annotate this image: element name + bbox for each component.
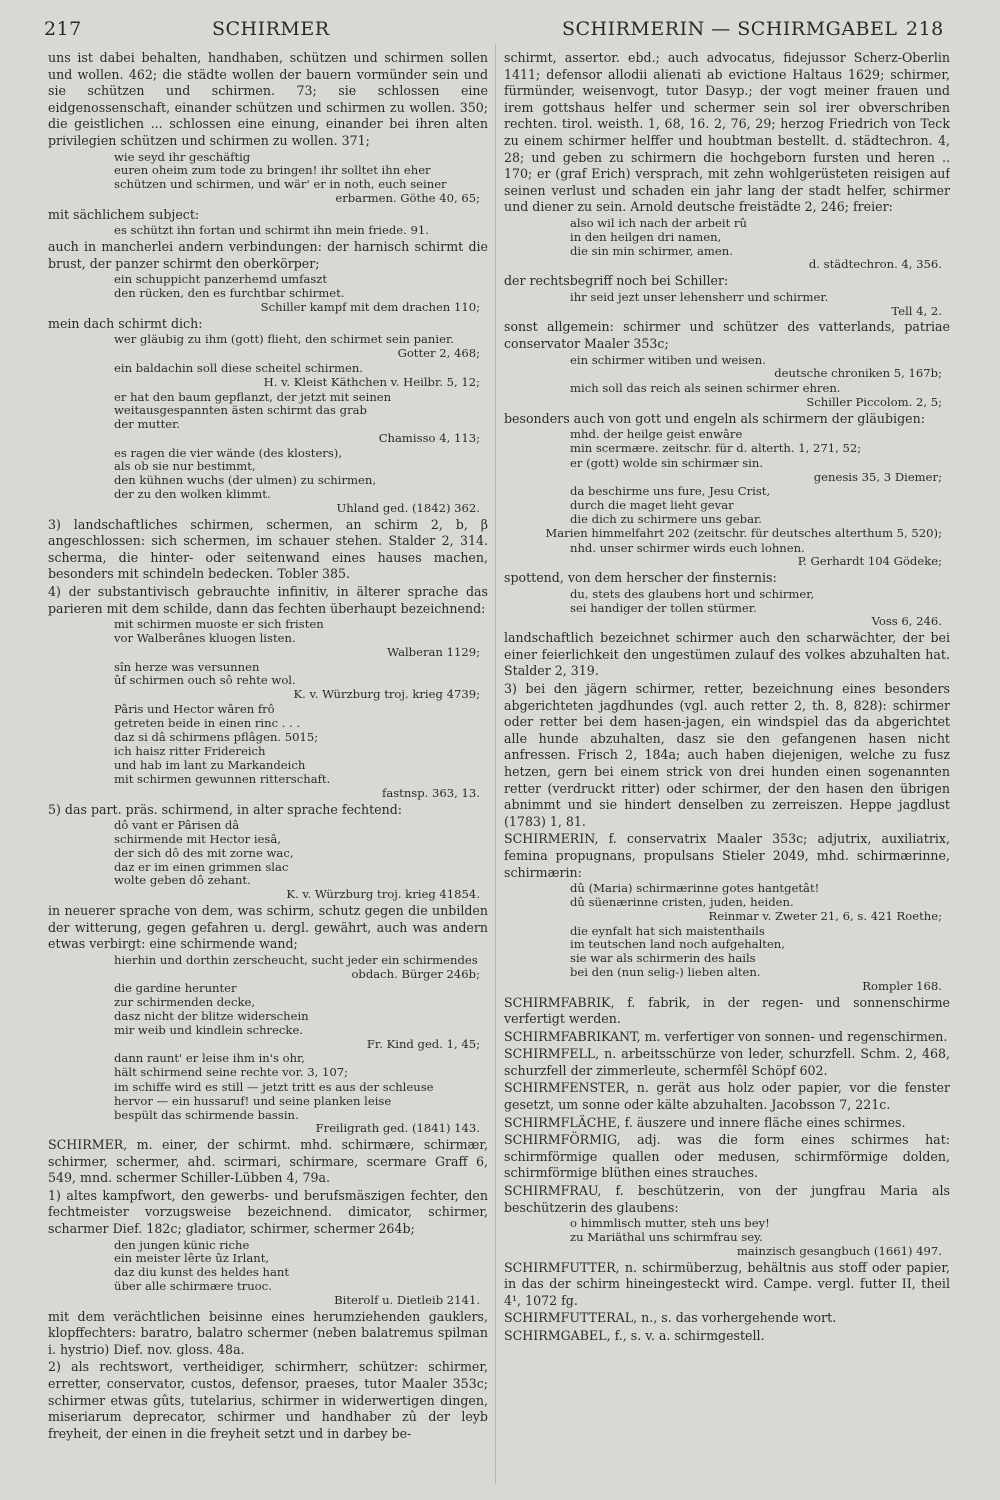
entry-paragraph: SCHIRMFRAU, f. beschützerin, von der jungfrau Maria als beschützerin des glaubens: [504,1183,950,1215]
quotation-line: ein baldachin soll diese scheitel schirmen. [114,360,363,375]
quotation-source: obdach. Bürger 246b; [351,966,480,981]
quotation [504,925,950,994]
quotation [504,485,950,540]
quotation-line: hervor — ein hussaruf! und seine planken leise [114,1093,392,1108]
quotation-line: sei handiger der tollen stürmer. [570,600,757,615]
quotation [504,354,950,382]
quotation-line: min scermære. zeitschr. für d. alterth. 1, 271, 52; [570,441,862,456]
quotation-line: den jungen künic riche [114,1237,250,1252]
quotation-source: Fr. Kind ged. 1, 45; [366,1036,480,1051]
quotation-line: dû (Maria) schirmærinne gotes hantgetât! [570,881,820,896]
quotation-source: erbarmen. Göthe 40, 65; [335,190,480,205]
quotation-source: Chamisso 4, 113; [378,430,480,445]
quotation-line: zur schirmenden decke, [114,995,256,1010]
quotation-source: genesis 35, 3 Diemer; [813,469,942,484]
entry-paragraph: mit sächlichem subject: [48,206,200,222]
quotation [48,224,488,238]
quotation-line: sie war als schirmerin des hails [570,951,756,966]
quotation-line: ûf schirmen ouch sô rehte wol. [114,673,296,688]
quotation-source: Voss 6, 246. [871,614,942,629]
entry-paragraph: besonders auch von gott und engeln als schirmern der gläubigen: [504,410,925,426]
quotation [48,954,488,982]
quotation-line: daz er im einen grimmen slac [114,859,289,874]
page-header [0,8,1000,48]
quotation-line: die dich zu schirmere uns gebar. [570,512,762,527]
quotation-line: schützen und schirmen, und wär' er in noth, euch seiner [114,177,447,192]
entry-paragraph: SCHIRMFUTTERAL, n., s. das vorhergehende wort. [504,1310,837,1326]
entry-paragraph: SCHIRMFÖRMIG, adj. was die form eines schirmes hat: schirmförmige quallen oder medusen, schirmförmige dolden, schirmförmige blüthen eines strauches. [504,1132,950,1181]
quotation-line: die gardine herunter [114,981,237,996]
entry-paragraph: auch in mancherlei andern verbindungen: der harnisch schirmt die brust, der panzer schirmt den oberkörper; [48,239,488,271]
quotation-line: mhd. der heilge geist enwâre [570,427,743,442]
entry-paragraph: schirmt, assertor. ebd.; auch advocatus, fidejussor Scherz-Oberlin 1411; defensor allodii alienati ab evictione Haltaus 1629; schirmer, fürmünder, weisenvogt, tutor Dasyp.; der vogt meiner frauen und irem gottshaus helfer und schermer sein sol irer obverschriben rechten. tirol. weisth. 1, 68, 16. 2, 76, 29; herzog Friedrich von Teck zu einem schirmer helffer und houbtman bestellt. d. städtechron. 4, 28; und geben zu schirmern die hochgeborn fursten und heren .. 170; er (graf Erich) versprach, mit zehn wohlgerüsteten reisigen auf seinen verlust und schaden ein jahr lang der stadt helfer, schirmer und diener zu sein. Arnold deutsche freistädte 2, 246; freier: [504,50,950,215]
quotation-line: es schützt ihn fortan und schirmt ihn mein friede. 91. [114,223,429,238]
entry-paragraph: sonst allgemein: schirmer und schützer des vatterlands, patriae conservator Maaler 353c; [504,319,950,351]
entry-paragraph: SCHIRMGABEL, f., s. v. a. schirmgestell. [504,1328,765,1343]
quotation-line: dasz nicht der blitze widerschein [114,1008,309,1023]
quotation-line: mit schirmen gewunnen ritterschaft. [114,772,331,786]
quotation [504,382,950,410]
quotation-line: bei den (nun selig-) lieben alten. [570,964,761,979]
entry-paragraph: SCHIRMFABRIK, f. fabrik, in der regen- und sonnenschirme verfertigt werden. [504,994,950,1027]
quotation [504,882,950,923]
quotation-line: weitausgespannten ästen schirmt das grab [114,403,367,418]
quotation-source: H. v. Kleist Käthchen v. Heilbr. 5, 12; [263,374,480,389]
quotation-line: ihr seid jezt unser lehensherr und schirmer. [570,289,829,304]
quotation-source: mainzisch gesangbuch (1661) 497. [736,1243,942,1258]
quotation-line: den kühnen wuchs (der ulmen) zu schirmen, [114,473,377,488]
quotation [48,447,488,516]
quotation-line: mit schirmen muoste er sich fristen [114,617,324,632]
entry-paragraph: SCHIRMFELL, n. arbeitsschürze von leder, schurzfell. Schm. 2, 468, schurzfell der zimmerleute, schermfêl Schöpf 602. [504,1046,950,1078]
quotation [48,151,488,206]
quotation-line: ein schuppicht panzerhemd umfaszt [114,272,328,287]
quotation [48,661,488,702]
quotation [48,982,488,1051]
quotation-line: der sich dô des mit zorne wac, [114,845,294,860]
quotation-source: Freiligrath ged. (1841) 143. [315,1121,480,1136]
quotation-line: ein schirmer witiben und weisen. [570,352,766,367]
quotation-line: über alle schirmære truoc. [114,1279,272,1294]
quotation-source: Marien himmelfahrt 202 (zeitschr. für deutsches alterthum 5, 520); [545,525,942,540]
entry-paragraph: SCHIRMER, m. einer, der schirmt. mhd. schirmære, schirmær, schirmer, schermer, ahd. scirmari, schirmare, scermare Graff 6, 549, mnd. schermer Schiller-Lübben 4, 79a. [48,1137,488,1186]
entry-paragraph: SCHIRMFUTTER, n. schirmüberzug, behältnis aus stoff oder papier, in das der schirm hineingesteckt wird. Campe. vergl. futter II, theil 4¹, 1072 fg. [504,1259,950,1308]
quotation-source: K. v. Würzburg troj. krieg 41854. [286,887,480,902]
quotation-line: zu Mariäthal uns schirmfrau sey. [570,1230,763,1245]
quotation-line: daz si dâ schirmens pflâgen. 5015; [114,729,319,744]
quotation [48,1081,488,1136]
quotation-line: dû süenærinne cristen, juden, heiden. [570,894,794,909]
quotation-line: durch die maget lieht gevar [570,498,734,513]
quotation-line: euren oheim zum tode zu bringen! ihr solltet ihn eher [114,163,431,178]
quotation-line: der zu den wolken klimmt. [114,487,271,502]
quotation-line: mich soll das reich als seinen schirmer ehren. [570,381,841,396]
quotation-line: getreten beide in einen rinc . . . [114,715,301,730]
quotation-line: vor Walberânes kluogen listen. [114,631,296,646]
quotation [48,703,488,744]
entry-paragraph: SCHIRMFABRIKANT, m. verfertiger von sonnen- und regenschirmen. [504,1028,948,1044]
quotation-line: wolte geben dô zehant. [114,873,251,888]
entry-paragraph: 2) als rechtswort, vertheidiger, schirmherr, schützer: schirmer, erretter, conservator, custos, defensor, praeses, tutor Maaler 353c; schirmer etwas gûts, tutelarius, schirmer in widerwertigen dingen, miseriarum deprecator, schirmer und handhaber zû der leyb freyheit, der einen in die freyheit setzt und in darbey be- [48,1359,488,1441]
quotation-line: im schiffe wird es still — jetzt tritt es aus der schleuse [114,1079,434,1094]
running-head-left: SCHIRMER [212,18,330,40]
left-column [48,50,488,1490]
quotation-source: Schiller Piccolom. 2, 5; [806,394,942,409]
entry-paragraph: landschaftlich bezeichnet schirmer auch den scharwächter, der bei einer feierlichkeit den ungestümen zulauf des volkes abzuhalten hat. Stalder 2, 319. [504,630,950,679]
quotation [504,542,950,570]
quotation-line: im teutschen land noch aufgehalten, [570,937,785,952]
quotation [504,428,950,456]
quotation-source: Walberan 1129; [387,644,480,659]
quotation-source: Gotter 2, 468; [397,346,480,361]
quotation-line: wie seyd ihr geschäftig [114,149,251,164]
quotation-source: Tell 4, 2. [891,303,942,318]
quotation [48,819,488,902]
entry-paragraph: spottend, von dem herscher der finsternis: [504,570,777,586]
quotation-source: Rompler 168. [862,978,942,993]
quotation-line: daz diu kunst des heldes hant [114,1265,290,1280]
quotation-line: dann raunt' er leise ihm in's ohr, [114,1051,305,1066]
quotation-source: Schiller kampf mit dem drachen 110; [260,299,480,314]
quotation [48,745,488,800]
entry-paragraph: 3) landschaftliches schirmen, schermen, an schirm 2, b, β angeschlossen: sich schermen, im schauer stehen. Stalder 2, 314. scherma, die hinter- oder seitenwand eines hauses machen, besonders mit schindeln bedecken. Tobler 385. [48,516,488,582]
quotation-line: es ragen die vier wände (des klosters), [114,445,343,460]
quotation [48,333,488,361]
entry-paragraph: 1) altes kampfwort, den gewerbs- und berufsmäszigen fechter, den fechtmeister vorzugsweise bezeichnend. dimicator, schirmer, scharmer Dief. 182c; gladiator, schirmer, schermer 264b; [48,1187,488,1237]
quotation-line: den rücken, den es furchtbar schirmet. [114,286,345,301]
quotation-source: P. Gerhardt 104 Gödeke; [797,554,942,569]
entry-paragraph: mit dem verächtlichen beisinne eines herumziehenden gauklers, klopffechters: baratro, balatro schermer (neben balatremus spilman i. hystrio) Dief. nov. gloss. 48a. [48,1308,488,1357]
quotation [48,273,488,314]
quotation-line: bespült das schirmende bassin. [114,1107,299,1122]
quotation [48,1239,488,1308]
page-number-left: 217 [44,18,82,40]
quotation-line: hierhin und dorthin zerscheucht, sucht jeder ein schirmendes [114,952,478,967]
column-divider [495,44,496,1484]
entry-paragraph: SCHIRMFENSTER, n. gerät aus holz oder papier, vor die fenster gesetzt, um sonne oder kälte abzuhalten. Jacobsson 7, 221c. [504,1080,950,1113]
quotation-line: Pâris und Hector wâren frô [114,702,275,717]
quotation [504,291,950,319]
quotation-line: die eynfalt hat sich maistenthails [570,923,765,938]
entry-paragraph: 4) der substantivisch gebrauchte infinitiv, in älterer sprache das parieren mit dem schilde, dann das fechten überhaupt bezeichnend: [48,584,488,616]
quotation-line: der mutter. [114,417,181,432]
quotation-line: und hab im lant zu Markandeich [114,758,306,773]
entry-paragraph: uns ist dabei behalten, handhaben, schützen und schirmen sollen und wollen. 462; die städte wollen der bauern vormünder sein und sie schützen und schirmen. 73; sie schlossen eine eidgenossenschaft, einander schützen und schirmen zu wollen. 350; die geistlichen ... schlossen eine einung, einander bei ihren alten privilegien schützen und schirmen zu wollen. 371; [48,50,488,148]
quotation [48,391,488,446]
quotation [48,1052,488,1080]
page-number-right: 218 [906,18,944,40]
quotation-source: Uhland ged. (1842) 362. [336,500,480,515]
quotation-line: er hat den baum gepflanzt, der jetzt mit seinen [114,389,392,404]
quotation-source: Reinmar v. Zweter 21, 6, s. 421 Roethe; [708,908,942,923]
quotation-line: o himmlisch mutter, steh uns bey! [570,1216,770,1231]
quotation-line: wer gläubig zu ihm (gott) flieht, den schirmet sein panier. [114,332,454,347]
entry-paragraph: SCHIRMFLÄCHE, f. äuszere und innere fläche eines schirmes. [504,1114,906,1130]
quotation-line: ich haisz ritter Fridereich [114,744,266,759]
entry-paragraph: der rechtsbegriff noch bei Schiller: [504,273,729,289]
entry-paragraph: in neuerer sprache von dem, was schirm, schutz gegen die unbilden der witterung, gegen gefahren u. dergl. gewährt, auch was andern etwas verbirgt: eine schirmende wand; [48,902,488,952]
quotation-line: da beschirme uns fure, Jesu Crist, [570,484,771,499]
quotation-source: deutsche chroniken 5, 167b; [774,366,942,381]
quotation-source: Biterolf u. Dietleib 2141. [334,1292,480,1307]
quotation-line: dô vant er Pârisen dâ [114,818,240,833]
quotation-line: ein meister lêrte ûz Irlant, [114,1251,270,1266]
quotation-line: schirmende mit Hector iesâ, [114,831,281,846]
running-head-right: SCHIRMERIN — SCHIRMGABEL [562,18,898,40]
quotation-source: fastnsp. 363, 13. [382,785,480,800]
quotation-source: K. v. Würzburg troj. krieg 4739; [293,687,480,702]
quotation [504,1217,950,1258]
quotation-line: in den heilgen dri namen, [570,229,722,244]
quotation-line: mir weib und kindlein schrecke. [114,1022,303,1037]
quotation-line: du, stets des glaubens hort und schirmer, [570,586,815,601]
quotation [504,457,950,485]
quotation-line: er (gott) wolde sin schirmær sin. [570,455,764,470]
quotation-line: die sin min schirmer, amen. [570,243,733,258]
quotation [48,618,488,659]
quotation-line: als ob sie nur bestimmt, [114,459,256,474]
quotation [504,217,950,272]
quotation-source: d. städtechron. 4, 356. [808,257,942,272]
entry-paragraph: 5) das part. präs. schirmend, in alter sprache fechtend: [48,801,403,817]
quotation-line: nhd. unser schirmer wirds euch lohnen. [570,540,805,555]
quotation [48,362,488,390]
quotation-line: hält schirmend seine rechte vor. 3, 107; [114,1065,349,1080]
right-column [504,50,950,1490]
quotation-line: sîn herze was versunnen [114,659,260,674]
entry-paragraph: SCHIRMERIN, f. conservatrix Maaler 353c; adjutrix, auxiliatrix, femina propugnans, propulsans Stieler 2049, mhd. schirmærinne, schirmærin: [504,831,950,880]
quotation-line: also wil ich nach der arbeit rû [570,215,747,230]
entry-paragraph: 3) bei den jägern schirmer, retter, bezeichnung eines besonders abgerichteten jagdhundes (vgl. auch retter 2, th. 8, 828): schirmer oder retter bei dem hasen-jagen, ein windspiel das da abgerichtet alle hunde abzuhalten, dasz sie den gefangenen hasen nicht anfressen. Frisch 2, 184a; auch haben diejenigen, welche zu fusz hetzen, gern bei einem strick von drei hunden einen sogenannten retter (verdruckt ritter) oder schirmer, der den hasen den übrigen abnimmt und sie hindert denselben zu zerreiszen. Heppe jagdlust (1783) 1, 81. [504,681,950,829]
quotation [504,588,950,629]
entry-paragraph: mein dach schirmt dich: [48,315,203,331]
